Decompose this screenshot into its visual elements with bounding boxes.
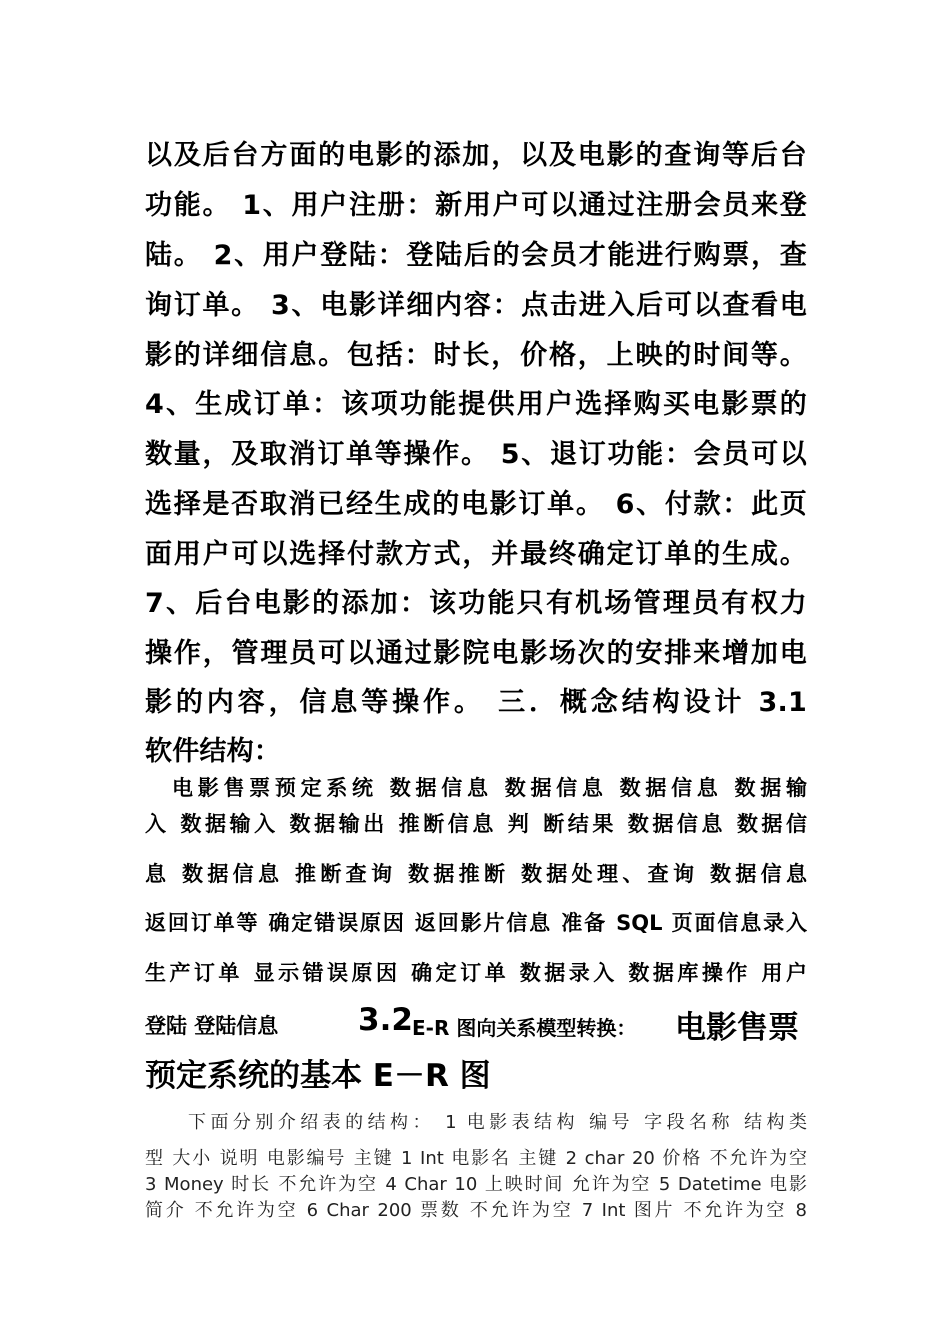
table-intro-line-4: 简介 不允许为空 6 Char 200 票数 不允许为空 7 Int 图片 不允许为空 8 [145,1200,807,1221]
body-line-13: 软件结构： [145,736,281,767]
structure-line-4: 返回订单等 确定错误原因 返回影片信息 准备 SQL 页面信息录入 [145,911,807,935]
body-line-11: 操作，管理员可以通过影院电影场次的安排来增加电 [145,638,807,669]
structure-line-6: 登陆 登陆信息 [145,1014,279,1038]
section-heading-er: E-R 图向关系模型转换： [412,1016,637,1040]
structure-line-1: 电影售票预定系统 数据信息 数据信息 数据信息 数据输 [172,776,807,800]
body-line-6: 4、生成订单：该项功能提供用户选择购买电影票的 [145,389,807,420]
body-line-7: 数量，及取消订单等操作。 5、退订功能：会员可以 [145,439,807,470]
body-line-9: 面用户可以选择付款方式，并最终确定订单的生成。 [145,539,807,570]
table-intro-line-3: 3 Money 时长 不允许为空 4 Char 10 上映时间 允许为空 5 Datetime 电影 [145,1174,807,1195]
er-title-part-2: 预定系统的基本 E－R 图 [145,1058,491,1094]
body-line-4: 询订单。 3、电影详细内容：点击进入后可以查看电 [145,290,807,321]
structure-line-5: 生产订单 显示错误原因 确定订单 数据录入 数据库操作 用户 [145,961,807,985]
body-line-3: 陆。 2、用户登陆：登陆后的会员才能进行购票，查 [145,240,807,271]
section-number-3-2: 3.2 [358,1002,413,1038]
body-line-5: 影的详细信息。包括：时长，价格，上映的时间等。 [145,340,807,371]
body-line-1: 以及后台方面的电影的添加，以及电影的查询等后台 [145,140,807,171]
body-line-10: 7、后台电影的添加：该功能只有机场管理员有权力 [145,588,807,619]
structure-line-2: 入 数据输入 数据输出 推断信息 判 断结果 数据信息 数据信 [145,812,807,836]
structure-line-3: 息 数据信息 推断查询 数据推断 数据处理、查询 数据信息 [145,862,807,886]
table-intro-line-1: 下面分别介绍表的结构： 1 电影表结构 编号 字段名称 结构类 [188,1112,807,1133]
body-line-8: 选择是否取消已经生成的电影订单。 6、付款：此页 [145,489,807,520]
er-title-part-1: 电影售票 [675,1010,799,1046]
table-intro-line-2: 型 大小 说明 电影编号 主键 1 Int 电影名 主键 2 char 20 价格 不允许为空 [145,1148,807,1169]
body-line-12: 影的内容，信息等操作。 三．概念结构设计 3.1 [145,687,807,718]
body-line-2: 功能。 1、用户注册：新用户可以通过注册会员来登 [145,190,807,221]
